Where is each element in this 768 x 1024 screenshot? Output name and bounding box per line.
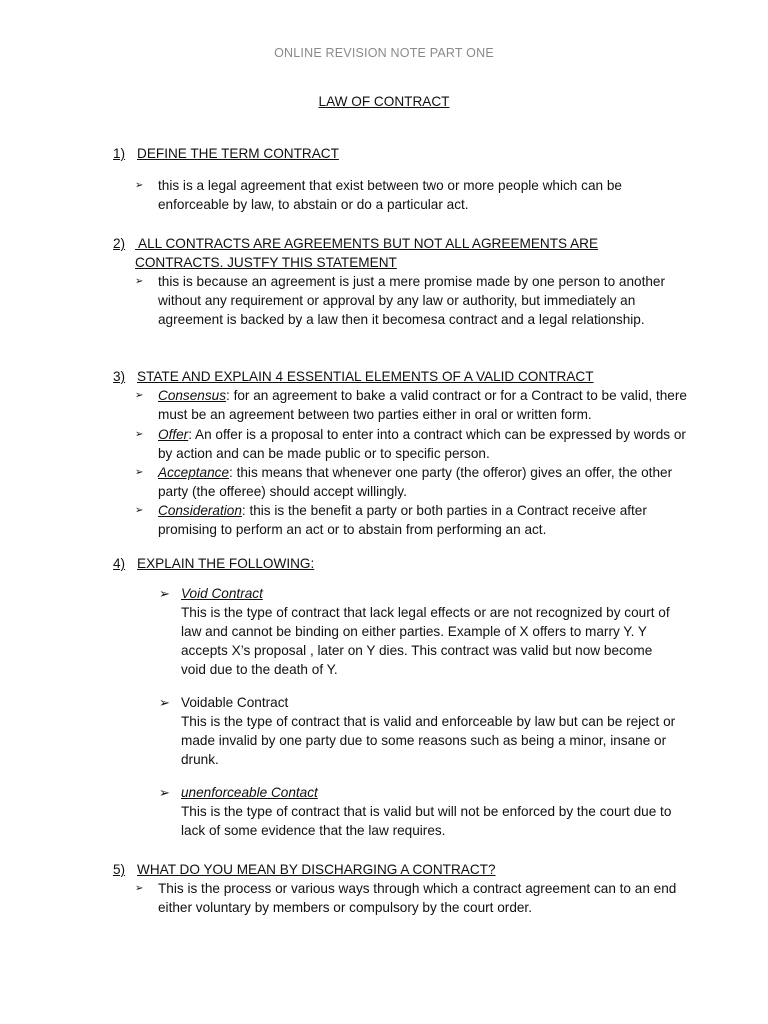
item-title: Voidable Contract bbox=[181, 695, 289, 710]
q3-bullet-acceptance bbox=[135, 463, 695, 501]
arrow-bullet-icon: ➢ bbox=[135, 390, 144, 401]
q2-bullet bbox=[135, 272, 695, 329]
element-term: Offer bbox=[158, 427, 189, 442]
question-number: 4) bbox=[113, 556, 126, 571]
q4-item-void-contract bbox=[159, 584, 679, 679]
bullet-text: this is a legal agreement that exist between two or more people which can be enforceable by law, to abstain or do a particular act. bbox=[158, 178, 622, 212]
q5-bullet bbox=[135, 879, 695, 917]
element-text: : this is the benefit a party or both parties in a Contract receive after promising to perform an act or to abstain from performing an act. bbox=[158, 503, 647, 537]
element-text: : for an agreement to bake a valid contract or for a Contract to be valid, there must be an agreement between two parties either in oral or written form. bbox=[158, 388, 687, 422]
element-term: Consensus bbox=[158, 388, 227, 403]
question-number: 1) bbox=[113, 146, 126, 161]
question-text-line2: CONTRACTS. JUSTFY THIS STATEMENT bbox=[135, 255, 397, 270]
question-1-heading bbox=[113, 144, 673, 163]
item-body: This is the type of contract that lack legal effects or are not recognized by court of law and cannot be binding on either parties. Example of X offers to marry Y. Y accepts X’s proposal , later on Y dies. This contract was valid but now become void due to the death of Y. bbox=[181, 605, 670, 677]
question-2-heading bbox=[113, 234, 673, 272]
arrow-bullet-icon: ➢ bbox=[135, 429, 144, 440]
arrow-bullet-icon: ➢ bbox=[159, 695, 170, 710]
item-title: unenforceable Contact bbox=[181, 785, 318, 800]
document-title: LAW OF CONTRACT bbox=[318, 94, 450, 109]
question-number: 2) bbox=[113, 236, 126, 251]
page-header: ONLINE REVISION NOTE PART ONE bbox=[274, 46, 494, 60]
question-text-line1: ALL CONTRACTS ARE AGREEMENTS BUT NOT ALL AGREEMENTS ARE bbox=[135, 236, 599, 251]
item-body: This is the type of contract that is valid but will not be enforced by the court due to lack of some evidence that the law requires. bbox=[181, 804, 672, 838]
question-3-heading bbox=[113, 367, 673, 386]
arrow-bullet-icon: ➢ bbox=[159, 785, 170, 800]
arrow-bullet-icon: ➢ bbox=[135, 505, 144, 516]
question-text: STATE AND EXPLAIN 4 ESSENTIAL ELEMENTS OF A VALID CONTRACT bbox=[137, 369, 594, 384]
q4-item-unenforceable-contract bbox=[159, 783, 679, 840]
question-text: DEFINE THE TERM CONTRACT bbox=[137, 146, 339, 161]
question-number: 5) bbox=[113, 862, 126, 877]
q4-item-voidable-contract bbox=[159, 693, 679, 769]
arrow-bullet-icon: ➢ bbox=[135, 276, 144, 287]
question-text: WHAT DO YOU MEAN BY DISCHARGING A CONTRACT? bbox=[137, 862, 496, 877]
arrow-bullet-icon: ➢ bbox=[135, 180, 144, 191]
q1-bullet bbox=[135, 176, 695, 214]
element-text: : this means that whenever one party (the offeror) gives an offer, the other party (the offeree) should accept willingly. bbox=[158, 465, 673, 499]
element-term: Acceptance bbox=[158, 465, 230, 480]
element-term: Consideration bbox=[158, 503, 242, 518]
question-text: EXPLAIN THE FOLLOWING: bbox=[137, 556, 315, 571]
q3-bullet-offer bbox=[135, 425, 695, 463]
question-5-heading bbox=[113, 860, 673, 879]
q3-bullet-consensus bbox=[135, 386, 695, 424]
question-number: 3) bbox=[113, 369, 126, 384]
arrow-bullet-icon: ➢ bbox=[135, 883, 144, 894]
bullet-text: this is because an agreement is just a mere promise made by one person to another without any requirement or approval by any law or authority, but immediately an agreement is backed by a law then it becomesa contract and a legal relationship. bbox=[158, 274, 666, 327]
arrow-bullet-icon: ➢ bbox=[159, 586, 170, 601]
bullet-text: This is the process or various ways through which a contract agreement can to an end either voluntary by members or compulsory by the court order. bbox=[158, 881, 677, 915]
item-title: Void Contract bbox=[181, 586, 263, 601]
element-text: : An offer is a proposal to enter into a contract which can be expressed by words or by action and can be made public or to specific person. bbox=[158, 427, 686, 461]
arrow-bullet-icon: ➢ bbox=[135, 467, 144, 478]
q3-bullet-consideration bbox=[135, 501, 695, 539]
item-body: This is the type of contract that is valid and enforceable by law but can be reject or made invalid by one party due to some reasons such as being a minor, insane or drunk. bbox=[181, 714, 676, 767]
question-4-heading bbox=[113, 554, 673, 573]
